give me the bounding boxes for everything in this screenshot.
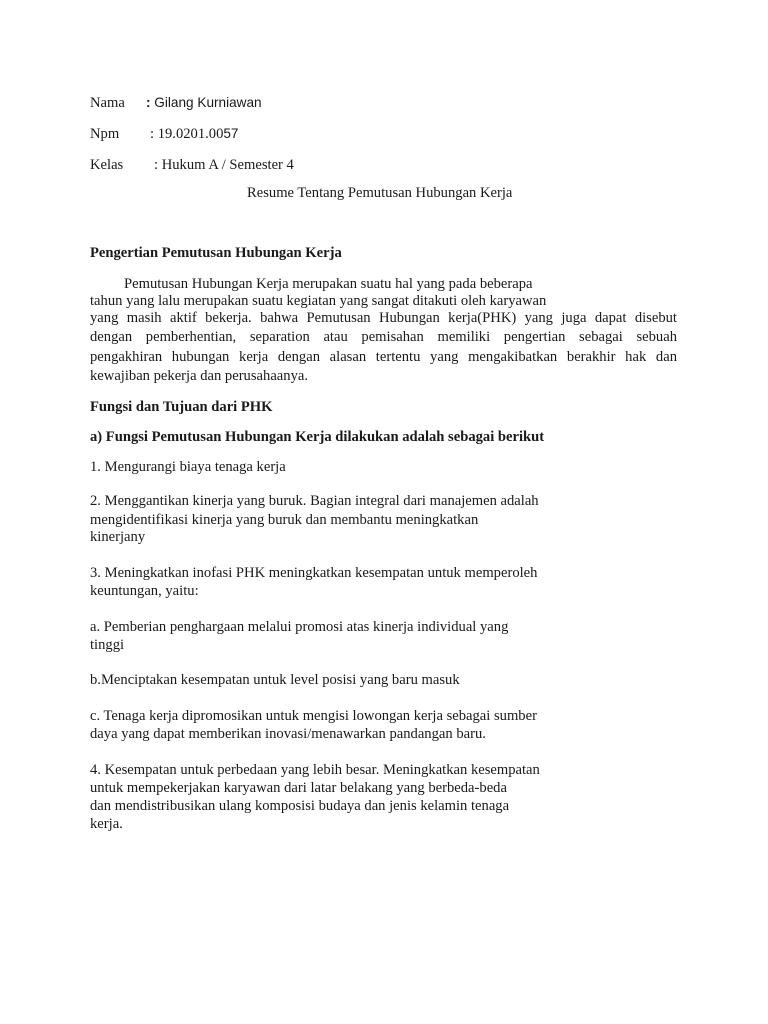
- list-item-a-line-2: tinggi: [90, 637, 125, 653]
- list-item-2-line-1: 2. Menggantikan kinerja yang buruk. Bagian integral dari manajemen adalah: [90, 493, 539, 509]
- list-item-3-line-2: keuntungan, yaitu:: [90, 583, 199, 599]
- list-item-b: b.Menciptakan kesempatan untuk level posisi yang baru masuk: [90, 672, 460, 688]
- npm-value-prefix: : 19.0201.00: [150, 126, 224, 142]
- section1-line-5: pengakhiran hubungan kerja dengan alasan tertentu yang mengakibatkan berakhir hak dan: [90, 348, 677, 365]
- list-item-3-line-1: 3. Meningkatkan inofasi PHK meningkatkan kesempatan untuk memperoleh: [90, 565, 538, 581]
- section1-heading: Pengertian Pemutusan Hubungan Kerja: [90, 245, 342, 261]
- npm-value: [150, 125, 239, 143]
- section1-line-4: dengan pemberhentian, separation atau pemisahan memiliki pengertian sebagai sebuah: [90, 329, 677, 346]
- section2-heading: Fungsi dan Tujuan dari PHK: [90, 399, 273, 415]
- list-item-1: 1. Mengurangi biaya tenaga kerja: [90, 459, 286, 475]
- list-item-2-line-2: mengidentifikasi kinerja yang buruk dan membantu meningkatkan: [90, 512, 479, 528]
- section1-paragraph: [90, 309, 677, 387]
- class-label: Kelas: [90, 157, 124, 173]
- list-item-4-line-3: dan mendistribusikan ulang komposisi budaya dan jenis kelamin tenaga: [90, 798, 510, 814]
- name-value-text: Gilang Kurniawan: [150, 95, 262, 110]
- name-value: : Gilang Kurniawan: [146, 95, 262, 110]
- list-item-2-line-3: kinerjany: [90, 529, 146, 545]
- list-item-a-line-1: a. Pemberian penghargaan melalui promosi atas kinerja individual yang: [90, 619, 509, 635]
- list-item-4-line-2: untuk mempekerjakan karyawan dari latar belakang yang berbeda-beda: [90, 780, 507, 796]
- list-item-c-line-2: daya yang dapat memberikan inovasi/menawarkan pandangan baru.: [90, 726, 486, 742]
- class-value: : Hukum A / Semester 4: [154, 157, 294, 173]
- npm-label: Npm: [90, 126, 120, 142]
- section1-line-1: Pemutusan Hubungan Kerja merupakan suatu hal yang pada beberapa: [124, 276, 533, 292]
- section1-line-6: kewajiban pekerja dan perusahaanya.: [90, 368, 308, 385]
- list-item-c-line-1: c. Tenaga kerja dipromosikan untuk mengisi lowongan kerja sebagai sumber: [90, 708, 537, 724]
- name-label: Nama: [90, 95, 125, 111]
- document-title: Resume Tentang Pemutusan Hubungan Kerja: [247, 185, 513, 201]
- section1-line-3: yang masih aktif bekerja. bahwa Pemutusan Hubungan kerja(PHK) yang juga dapat disebut: [90, 310, 677, 326]
- list-item-4-line-1: 4. Kesempatan untuk perbedaan yang lebih besar. Meningkatkan kesempatan: [90, 762, 540, 778]
- list-item-4-line-4: kerja.: [90, 816, 123, 832]
- section1-line-2: tahun yang lalu merupakan suatu kegiatan yang sangat ditakuti oleh karyawan: [90, 293, 547, 309]
- npm-value-suffix: 57: [223, 126, 239, 141]
- section2-subheading: a) Fungsi Pemutusan Hubungan Kerja dilakukan adalah sebagai berikut: [90, 429, 545, 445]
